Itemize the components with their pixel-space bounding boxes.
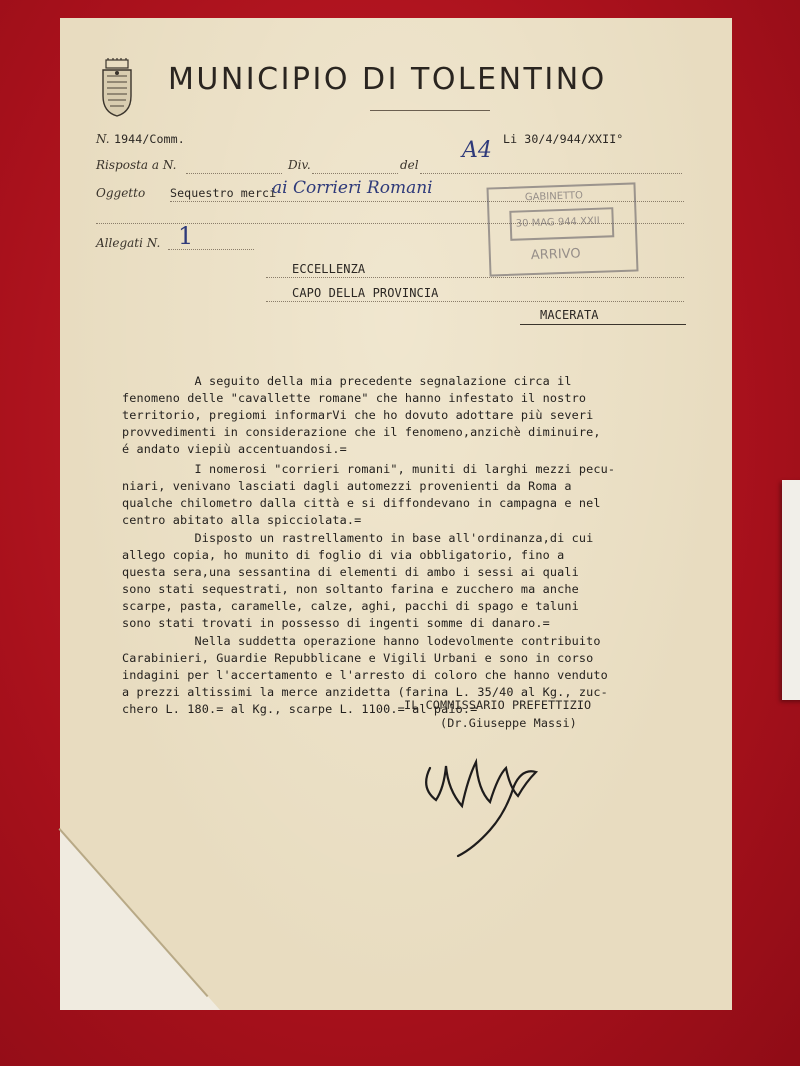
body-line: provvedimenti in considerazione che il fenomeno,anzichè diminuire, <box>122 425 601 439</box>
coat-of-arms-icon <box>100 58 134 118</box>
date-value: Li 30/4/944/XXII° <box>503 132 624 146</box>
addressee-line-1: ECCELLENZA <box>292 262 366 276</box>
body-line: A seguito della mia precedente segnalazione circa il <box>122 374 572 388</box>
body-line: scarpe, pasta, caramelle, calze, aghi, pacchi di spago e taluni <box>122 599 579 613</box>
addressee-city: MACERATA <box>540 308 599 322</box>
oggetto-handwritten: ai Corrieri Romani <box>272 178 433 198</box>
allegati-value: 1 <box>178 222 194 250</box>
signature-name: (Dr.Giuseppe Massi) <box>440 716 577 730</box>
body-line: niari, venivano lasciati dagli automezzi provenienti da Roma a <box>122 479 572 493</box>
body-line: indagini per l'accertamento e l'arresto di coloro che hanno venduto <box>122 668 608 682</box>
del-label: del <box>400 158 419 172</box>
del-line <box>420 172 682 174</box>
protocol-label: N. <box>96 132 110 146</box>
body-line: Nella suddetta operazione hanno lodevolmente contribuito <box>122 634 601 648</box>
stamp-date: 30 MAG 944 XXII <box>515 215 600 230</box>
letterhead-rule <box>370 110 490 111</box>
body-line: centro abitato alla spicciolata.= <box>122 513 362 527</box>
city-underline <box>520 324 686 325</box>
risposta-label: Risposta a N. <box>96 158 177 172</box>
body-line: qualche chilometro dalla città e si diffondevano in campagna e nel <box>122 496 601 510</box>
addressee-rule-2 <box>266 300 684 302</box>
stamp-bottom-text: ARRIVO <box>530 246 581 264</box>
body-line: fenomeno delle "cavallette romane" che hanno infestato il nostro <box>122 391 587 405</box>
stamp-date-box <box>509 207 614 241</box>
addressee-line-2: CAPO DELLA PROVINCIA <box>292 286 439 300</box>
body-line: a prezzi altissimi la merce anzidetta (farina L. 35/40 al Kg., zuc- <box>122 685 608 699</box>
div-line <box>312 172 398 174</box>
oggetto-label: Oggetto <box>96 186 146 200</box>
body-line: sono stati trovati in possesso di ingenti somme di danaro.= <box>122 616 550 630</box>
white-card-edge <box>782 480 800 700</box>
signature-role: IL COMMISSARIO PREFETTIZIO <box>404 698 592 712</box>
div-label: Div. <box>288 158 311 172</box>
handwritten-signature <box>418 738 558 858</box>
allegati-label: Allegati N. <box>96 236 161 250</box>
addressee-rule-1 <box>266 276 684 278</box>
handwritten-mark: A4 <box>462 138 492 163</box>
letterhead-title: MUNICIPIO DI TOLENTINO <box>168 62 607 97</box>
body-line: Carabinieri, Guardie Repubblicane e Vigili Urbani e sono in corso <box>122 651 594 665</box>
body-line: territorio, pregiomi informarVi che ho dovuto adottare più severi <box>122 408 594 422</box>
body-line: sono stati sequestrati, non soltanto farina e zucchero ma anche <box>122 582 579 596</box>
body-line: I nomerosi "corrieri romani", muniti di larghi mezzi pecu- <box>122 462 616 476</box>
stamp-top-text: GABINETTO <box>524 190 584 204</box>
oggetto-typed: Sequestro merci <box>170 186 277 200</box>
body-line: allego copia, ho munito di foglio di via obbligatorio, fino a <box>122 548 565 562</box>
body-line: é andato viepiù accentuandosi.= <box>122 442 347 456</box>
body-line: questa sera,una sessantina di elementi di ambo i sessi ai quali <box>122 565 579 579</box>
protocol-value: 1944/Comm. <box>114 132 185 146</box>
allegati-line <box>168 248 254 250</box>
body-line: Disposto un rastrellamento in base all'ordinanza,di cui <box>122 531 594 545</box>
body-line: chero L. 180.= al Kg., scarpe L. 1100.= al paio.= <box>122 702 478 716</box>
risposta-line <box>186 172 282 174</box>
arrival-stamp <box>486 182 638 276</box>
